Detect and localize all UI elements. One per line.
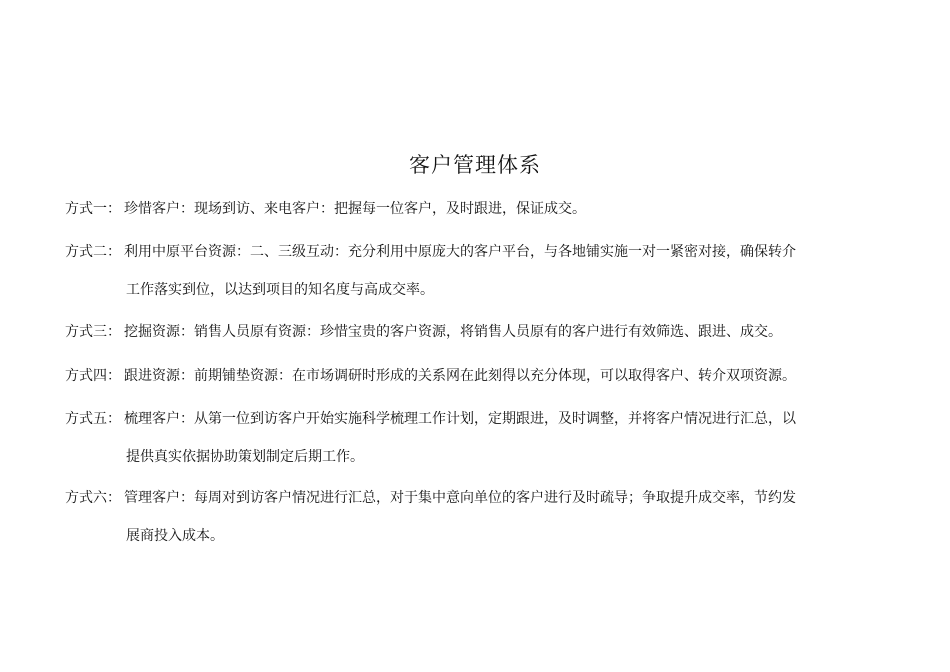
document-title: 客户管理体系 [409, 153, 541, 177]
method-body [124, 313, 845, 351]
method-item-2 [65, 233, 845, 309]
method-body [124, 233, 845, 309]
method-prefix: 方式二： [65, 244, 121, 260]
method-line: 展商投入成本。 [126, 528, 224, 544]
method-item-1 [65, 190, 845, 228]
method-item-6 [65, 479, 845, 555]
method-line: 梳理客户：从第一位到访客户开始实施科学梳理工作计划，定期跟进，及时调整，并将客户情况进行汇总，以 [124, 411, 796, 427]
method-body [124, 400, 845, 476]
method-line: 提供真实依据协助策划制定后期工作。 [126, 449, 364, 465]
method-item-5 [65, 400, 845, 476]
method-line: 管理客户：每周对到访客户情况进行汇总，对于集中意向单位的客户进行及时疏导；争取提升成交率，节约发 [124, 490, 796, 506]
method-item-4 [65, 357, 845, 395]
method-prefix: 方式一： [65, 201, 121, 217]
method-line: 跟进资源：前期铺垫资源：在市场调研时形成的关系网在此刻得以充分体现，可以取得客户、转介双项资源。 [124, 368, 796, 384]
method-prefix: 方式六： [65, 490, 121, 506]
method-item-3 [65, 313, 845, 351]
method-line: 珍惜客户：现场到访、来电客户：把握每一位客户，及时跟进，保证成交。 [124, 201, 586, 217]
method-line: 工作落实到位，以达到项目的知名度与高成交率。 [126, 282, 434, 298]
method-prefix: 方式四： [65, 368, 121, 384]
method-body [124, 190, 845, 228]
method-body [124, 479, 845, 555]
method-line: 利用中原平台资源：二、三级互动：充分利用中原庞大的客户平台，与各地铺实施一对一紧密对接，确保转介 [124, 244, 796, 260]
method-line: 挖掘资源：销售人员原有资源：珍惜宝贵的客户资源，将销售人员原有的客户进行有效筛选、跟进、成交。 [124, 324, 782, 340]
method-prefix: 方式三： [65, 324, 121, 340]
method-body [124, 357, 845, 395]
method-prefix: 方式五： [65, 411, 121, 427]
